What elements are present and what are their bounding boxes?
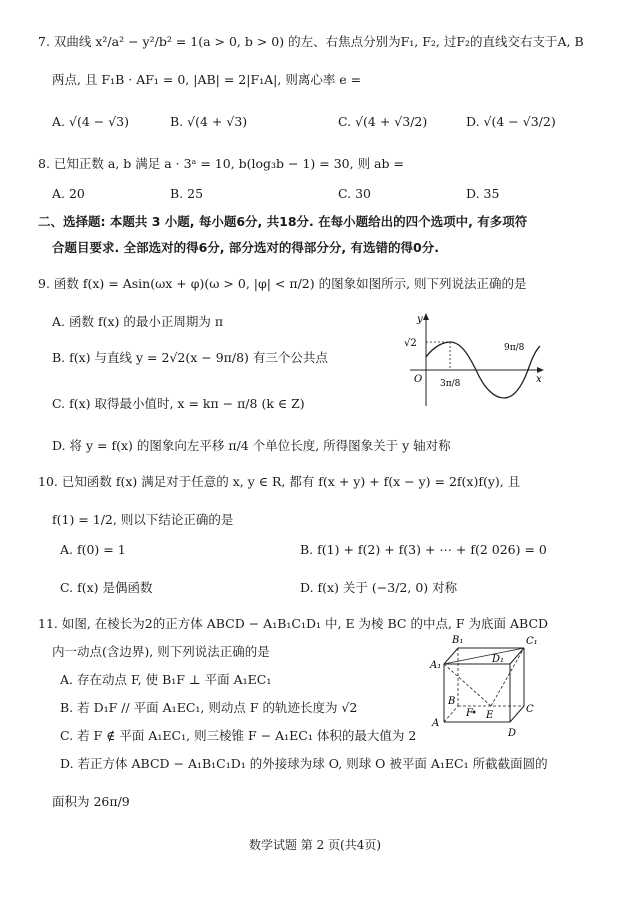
q10-option-d: D. f(x) 关于 (−3/2, 0) 对称 — [300, 580, 458, 595]
x-axis-arrow — [537, 367, 544, 373]
q11-stem-line2: 内一动点(含边界), 则下列说法正确的是 — [52, 644, 270, 659]
section2-header-line2: 合题目要求. 全部选对的得6分, 部分选对的得部分分, 有选错的得0分. — [52, 240, 439, 255]
q7-option-c: C. √(4 + √3/2) — [338, 114, 428, 129]
q10-option-c: C. f(x) 是偶函数 — [60, 580, 153, 595]
q7-stem-line2: 两点, 且 F₁B · AF₁ = 0, |AB| = 2|F₁A|, 则离心率 e = — [52, 72, 362, 87]
label-D: D — [508, 728, 517, 739]
q8-option-a: A. 20 — [52, 186, 85, 201]
q7-option-d: D. √(4 − √3/2) — [466, 114, 556, 129]
q11-stem-line1: 11. 如图, 在棱长为2的正方体 ABCD − A₁B₁C₁D₁ 中, E 为棱 BC 的中点, F 为底面 ABCD — [38, 616, 549, 631]
label-F: F — [466, 708, 473, 719]
amplitude-label: √2 — [404, 338, 417, 349]
q7-stem-line1: 7. 双曲线 x²/a² − y²/b² = 1(a > 0, b > 0) 的左、右焦点分别为F₁, F₂, 过F₂的直线交右支于A, B — [38, 34, 584, 49]
q11-option-b: B. 若 D₁F // 平面 A₁EC₁, 则动点 F 的轨迹长度为 √2 — [60, 700, 358, 715]
tick-9pi-8: 9π/8 — [504, 343, 525, 353]
q7-option-b: B. √(4 + √3) — [170, 114, 248, 129]
q11-cube-figure — [428, 632, 568, 742]
origin-label: O — [414, 374, 423, 385]
q10-stem-line2: f(1) = 1/2, 则以下结论正确的是 — [52, 512, 234, 527]
label-A1: A₁ — [430, 660, 442, 671]
section2-header-line1: 二、选择题: 本题共 3 小题, 每小题6分, 共18分. 在每小题给出的四个选项中, 有多项符 — [38, 214, 528, 229]
q9-option-d: D. 将 y = f(x) 的图象向左平移 π/4 个单位长度, 所得图象关于 y 轴对称 — [52, 438, 451, 453]
q8-stem: 8. 已知正数 a, b 满足 a · 3ᵃ = 10, b(log₃b − 1) = 30, 则 ab = — [38, 156, 404, 171]
q9-stem: 9. 函数 f(x) = Asin(ωx + φ)(ω > 0, |φ| < π/2) 的图象如图所示, 则下列说法正确的是 — [38, 276, 527, 291]
q11-option-d: D. 若正方体 ABCD − A₁B₁C₁D₁ 的外接球为球 O, 则球 O 被平面 A₁EC₁ 所截截面圆的 — [60, 756, 548, 771]
page-footer: 数学试题 第 2 页(共4页) — [248, 838, 382, 852]
q9-option-a: A. 函数 f(x) 的最小正周期为 π — [52, 314, 224, 329]
y-label: y — [417, 314, 423, 325]
q8-option-b: B. 25 — [170, 186, 204, 201]
q9-sine-graph — [400, 310, 550, 410]
label-C: C — [526, 704, 534, 715]
q8-option-c: C. 30 — [338, 186, 371, 201]
tick-3pi-8: 3π/8 — [440, 379, 461, 389]
label-B: B — [448, 696, 456, 707]
q10-option-b: B. f(1) + f(2) + f(3) + ⋯ + f(2 026) = 0 — [300, 542, 547, 557]
label-E: E — [486, 710, 494, 721]
q7-option-a: A. √(4 − √3) — [52, 114, 129, 129]
y-axis-arrow — [423, 313, 429, 320]
label-D1: D₁ — [492, 654, 505, 665]
x-label: x — [536, 374, 542, 385]
q11-option-c: C. 若 F ∉ 平面 A₁EC₁, 则三棱锥 F − A₁EC₁ 体积的最大值为 2 — [60, 728, 417, 743]
label-B1: B₁ — [452, 635, 464, 646]
q10-stem-line1: 10. 已知函数 f(x) 满足对于任意的 x, y ∈ R, 都有 f(x + y) + f(x − y) = 2f(x)f(y), 且 — [38, 474, 521, 489]
q9-option-c: C. f(x) 取得最小值时, x = kπ − π/8 (k ∈ Z) — [52, 396, 305, 411]
label-C1: C₁ — [526, 636, 538, 647]
q11-option-a: A. 存在动点 F, 使 B₁F ⊥ 平面 A₁EC₁ — [60, 672, 272, 687]
q9-option-b: B. f(x) 与直线 y = 2√2(x − 9π/8) 有三个公共点 — [52, 350, 328, 365]
label-A: A — [432, 718, 440, 729]
q8-option-d: D. 35 — [466, 186, 500, 201]
q11-option-d-cont: 面积为 26π/9 — [52, 794, 130, 809]
q10-option-a: A. f(0) = 1 — [60, 542, 126, 557]
